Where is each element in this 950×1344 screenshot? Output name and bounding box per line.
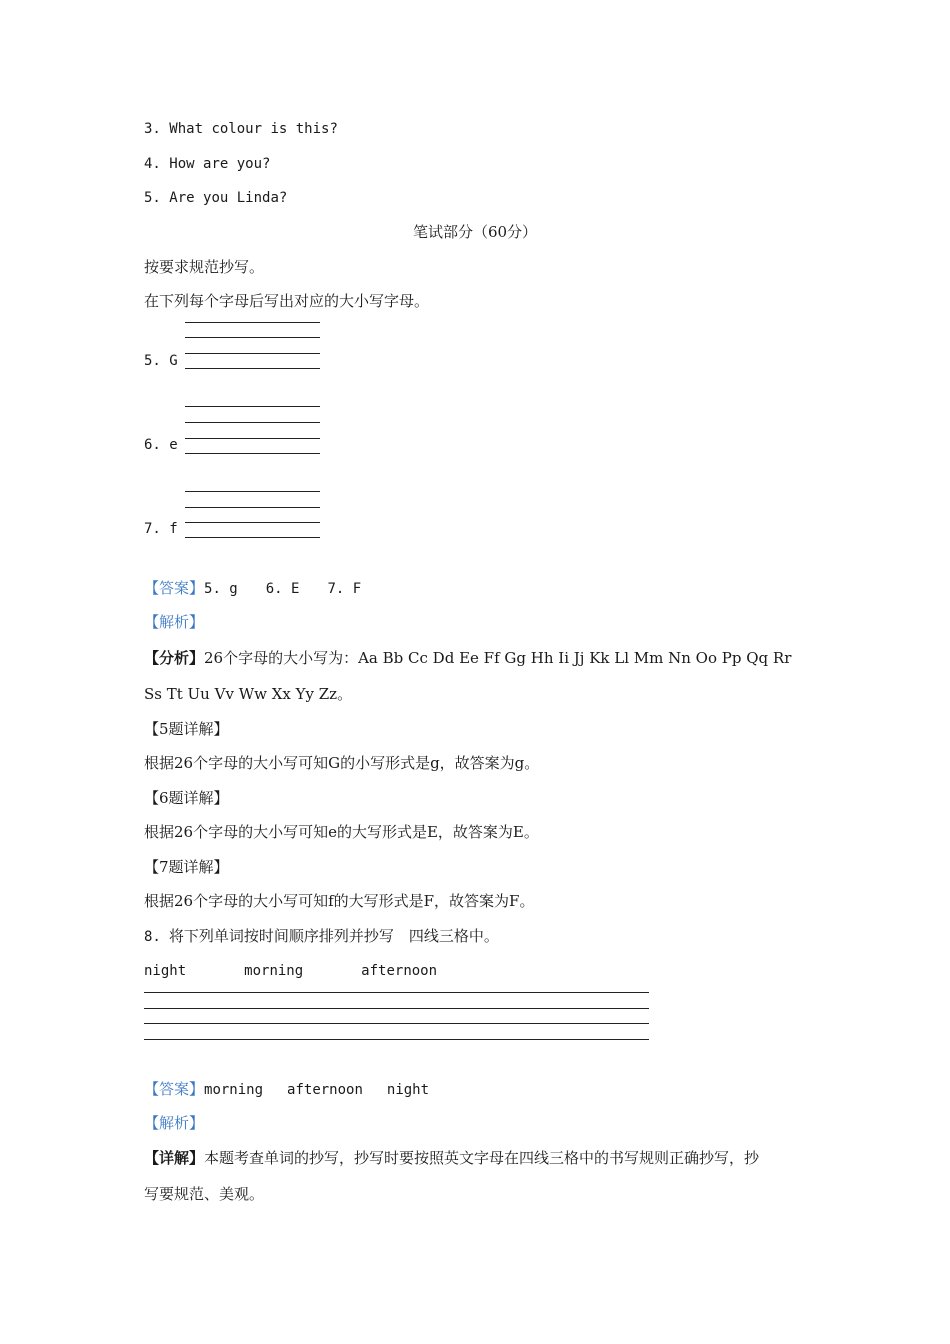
answer-word: morning	[204, 1082, 264, 1098]
writing-line	[185, 422, 320, 423]
letter-item-7	[144, 519, 178, 539]
question-5	[144, 188, 287, 208]
writing-line	[185, 368, 320, 369]
item-letter: f	[169, 521, 178, 537]
q8-words	[144, 961, 437, 981]
writing-line	[144, 992, 649, 993]
writing-line	[144, 1008, 649, 1009]
writing-line	[185, 337, 320, 338]
detail-5-text: 根据26个字母的大小写可知G的小写形式是g，故答案为g。	[144, 754, 540, 772]
answer-tag: 【答案】	[144, 1080, 205, 1098]
word: afternoon	[361, 963, 438, 979]
question-number: 3.	[144, 121, 161, 137]
letter-item-5	[144, 351, 178, 371]
fenxi-line-1	[144, 648, 791, 668]
answer-tag: 【答案】	[144, 579, 205, 597]
detail-6-text: 根据26个字母的大小写可知e的大写形式是E，故答案为E。	[144, 823, 539, 841]
detail-final-line-1	[144, 1148, 759, 1168]
analysis-tag-2: 【解析】	[144, 1114, 205, 1132]
instruction-1: 按要求规范抄写。	[144, 258, 265, 276]
item-letter: G	[169, 353, 178, 369]
detail-6-tag: 【6题详解】	[144, 789, 229, 807]
writing-line	[185, 438, 320, 439]
answer-part: 5. g	[204, 581, 238, 597]
item-letter: e	[169, 437, 178, 453]
question-text: 将下列单词按时间顺序排列并抄写 四线三格中。	[168, 927, 499, 945]
item-number: 5.	[144, 353, 161, 369]
writing-line	[185, 322, 320, 323]
analysis-tag: 【解析】	[144, 613, 205, 631]
question-8	[144, 926, 499, 947]
letter-item-6	[144, 435, 178, 455]
fenxi-tag: 【分析】	[144, 649, 205, 667]
detail-5-tag: 【5题详解】	[144, 720, 229, 738]
writing-line	[185, 406, 320, 407]
answer-part: 7. F	[327, 581, 362, 597]
detail-text: 本题考查单词的抄写，抄写时要按照英文字母在四线三格中的书写规则正确抄写，抄	[204, 1149, 760, 1167]
writing-line	[185, 491, 320, 492]
question-text: How are you?	[169, 156, 271, 172]
answer-word: night	[386, 1082, 430, 1098]
question-number: 5.	[144, 190, 161, 206]
question-number: 4.	[144, 156, 161, 172]
word: night	[144, 963, 187, 979]
question-number: 8.	[144, 929, 161, 945]
fenxi-line-2: Ss Tt Uu Vv Ww Xx Yy Zz。	[144, 685, 353, 703]
item-number: 7.	[144, 521, 161, 537]
detail-7-tag: 【7题详解】	[144, 858, 229, 876]
answer-word: afternoon	[287, 1082, 363, 1098]
detail-tag: 【详解】	[144, 1149, 205, 1167]
instruction-2: 在下列每个字母后写出对应的大小写字母。	[144, 292, 430, 310]
answer-2	[144, 1079, 429, 1100]
word: morning	[244, 963, 304, 979]
question-3	[144, 119, 338, 139]
question-4	[144, 154, 270, 174]
answer-1	[144, 578, 361, 599]
item-number: 6.	[144, 437, 161, 453]
writing-line	[185, 537, 320, 538]
fenxi-text: 26个字母的大小写为：Aa Bb Cc Dd Ee Ff Gg Hh Ii Jj Kk Ll Mm Nn Oo Pp Qq Rr	[204, 649, 792, 667]
writing-line	[185, 453, 320, 454]
section-title: 笔试部分（60分）	[412, 223, 538, 241]
question-text: What colour is this?	[169, 121, 338, 137]
writing-line	[144, 1023, 649, 1024]
writing-line	[185, 507, 320, 508]
question-text: Are you Linda?	[169, 190, 288, 206]
detail-7-text: 根据26个字母的大小写可知f的大写形式是F，故答案为F。	[144, 892, 535, 910]
answer-part: 6. E	[265, 581, 300, 597]
writing-line	[144, 1039, 649, 1040]
writing-line	[185, 522, 320, 523]
detail-final-line-2: 写要规范、美观。	[144, 1185, 265, 1203]
writing-line	[185, 353, 320, 354]
